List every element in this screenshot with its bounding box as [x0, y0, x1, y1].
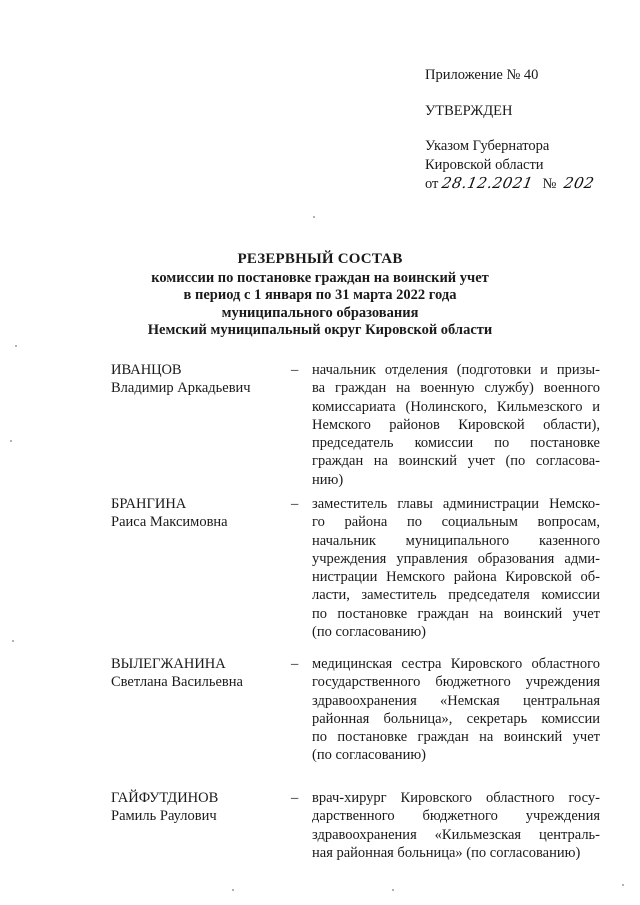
decree-date-line [425, 174, 625, 194]
description-line: по постановке граждан на воинский учет [312, 605, 600, 622]
member-surname: ВЫЛЕГЖАНИНА [111, 656, 226, 672]
member-given-name: Светлана Васильевна [111, 674, 243, 691]
handwritten-date: 28.12.2021 [440, 174, 535, 192]
member-surname: БРАНГИНА [111, 496, 187, 512]
title-line-3: муниципального образования [221, 304, 419, 321]
member-given-name: Владимир Аркадьевич [111, 380, 251, 397]
description-line: здравоохранения «Кильмезская централь- [312, 826, 600, 843]
member-description [312, 495, 600, 641]
description-line: районная больница», секретарь комиссии [312, 710, 600, 727]
description-line: (по согласованию) [312, 624, 426, 641]
description-line: врач-хирург Кировского областного госу- [312, 790, 600, 806]
document-title [0, 251, 640, 340]
handwritten-number: 202 [562, 174, 596, 192]
description-line: начальник отделения (подготовки и призы- [312, 362, 600, 378]
dash-separator: – [291, 496, 299, 512]
description-line: комиссариата (Нолинского, Кильмезского и [312, 398, 600, 415]
scan-speck [232, 889, 234, 891]
dash-separator: – [291, 362, 299, 378]
description-line: медицинская сестра Кировского областного [312, 656, 600, 672]
decree-line-1: Указом Губернатора [425, 138, 550, 154]
member-name [111, 789, 286, 826]
description-line: заместитель главы администрации Немско- [312, 496, 600, 512]
description-line: го района по социальным вопросам, [312, 514, 600, 531]
description-line: здравоохранения «Немская центральная [312, 692, 600, 709]
approval-block [425, 66, 625, 194]
member-name [111, 655, 286, 692]
decree-line-2: Кировской области [425, 156, 544, 173]
description-line: (по согласованию) [312, 747, 426, 764]
member-description [312, 789, 600, 862]
member-name [111, 495, 286, 532]
member-surname: ГАЙФУТДИНОВ [111, 790, 219, 806]
description-line: по постановке граждан на воинский учет [312, 729, 600, 746]
scan-speck [392, 889, 394, 891]
description-line: ная районная больница» (по согласованию) [312, 844, 581, 861]
description-line: председатель комиссии по постановке [312, 435, 600, 452]
member-given-name: Раиса Максимовна [111, 514, 228, 531]
scan-speck [10, 440, 12, 442]
scan-speck [313, 216, 315, 218]
appendix-number: Приложение № 40 [425, 67, 539, 83]
description-line: нию) [312, 471, 344, 488]
description-line: государственного бюджетного учреждения [312, 674, 600, 691]
member-name [111, 361, 286, 398]
title-line-2: в период с 1 января по 31 марта 2022 года [183, 287, 457, 304]
member-given-name: Рамиль Раулович [111, 808, 217, 825]
scan-speck [15, 345, 17, 347]
approved-label: УТВЕРЖДЕН [425, 102, 513, 119]
description-line: ласти, заместитель председателя комиссии [312, 587, 600, 604]
member-description [312, 361, 600, 489]
description-line: нистрации Немского района Кировской об- [312, 569, 600, 586]
description-line: учреждения управления образования адми- [312, 550, 600, 567]
title-line-1: комиссии по постановке граждан на воинский учет [151, 269, 489, 286]
title-main: РЕЗЕРВНЫЙ СОСТАВ [237, 251, 403, 267]
description-line: ва граждан на военную службу) военного [312, 380, 600, 397]
member-surname: ИВАНЦОВ [111, 362, 182, 378]
description-line: граждан на воинский учет (по согласова- [312, 453, 600, 470]
dash-separator: – [291, 790, 299, 806]
title-line-4: Немский муниципальный округ Кировской области [147, 322, 493, 339]
member-description [312, 655, 600, 765]
description-line: дарственного бюджетного учреждения [312, 808, 600, 825]
description-line: начальник муниципального казенного [312, 532, 600, 549]
description-line: Немского районов Кировской области), [312, 416, 600, 433]
scan-speck [622, 884, 624, 886]
scan-speck [12, 640, 14, 642]
number-sign: № [542, 176, 557, 192]
date-prefix: от [425, 176, 439, 192]
dash-separator: – [291, 656, 299, 672]
